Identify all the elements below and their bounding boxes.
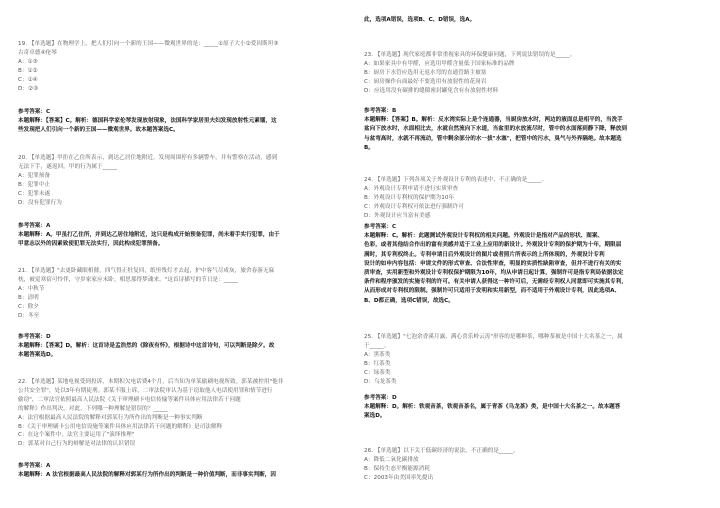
- question-block: [18, 40, 356, 93]
- answer-explanation: 满时，其专利权终止。专利申请日后外观设计的图片或者照片所表示的上所体现的，外观设计专利: [364, 251, 605, 258]
- answer-option: A：如果家具中有甲醛，应选用甲醛含量低于国家标准的品牌: [364, 60, 515, 67]
- answer-label: 参考答案：A: [18, 463, 51, 469]
- answer-explanation: 本题解释：A 法官根据最高人民法院的解释对郭某行为所作出的判断是一种价值判断，而非事实判断，因: [18, 472, 276, 479]
- answer-explanation: 本题解释：D。解析：铁观音茶，铁观音茶名，属于青茶《乌龙茶》类，是中国十大名茶之一。故本题答: [364, 404, 621, 411]
- answer-explanation: 本题解释：C。解析：此题测试外观设计专利权的相关问题。外观设计是指对产品的形状、图案、: [364, 233, 604, 240]
- answer-explanation: 案选D。: [364, 413, 386, 420]
- answer-label: 参考答案：B: [364, 108, 397, 114]
- question-block: [364, 51, 702, 96]
- answer-option: A：降低二氧化碳排放: [364, 456, 419, 463]
- answer-option: C：外观设计专利权可依法进行强制许可: [364, 203, 464, 210]
- answer-label: 参考答案：A: [18, 223, 51, 229]
- answer-option: B：①②: [18, 67, 38, 74]
- question-text: 20. 【单选题】甲拒在乙住所表示，到达乙居住地附近，发现周围停有多辆警车，并有警察在活动，感到: [18, 155, 278, 161]
- answer-block: [18, 333, 356, 361]
- answer-option: C：犯罪未遂: [18, 190, 51, 197]
- question-text: 无法下手，遂返回。甲的行为属于_____: [18, 163, 117, 170]
- answer-option: C：厨房操作台面最好不要选用有放射性的花岗岩: [364, 78, 487, 85]
- answer-explanation: 些发现把人们引向一个新的王国——微观世界。故本题答案选C。: [18, 127, 179, 134]
- answer-block: [18, 222, 356, 250]
- answer-block: [18, 108, 356, 136]
- question-block: [18, 154, 356, 207]
- answer-explanation: 此，选项A错误，选项B、C、D错误，选A。: [364, 17, 476, 23]
- question-text: 19. 【单选题】在物理学上，把人们引向一个新的王国——微观世界的是：_____①原子大小②爱因斯坦③: [18, 41, 279, 47]
- question-block: [18, 378, 356, 449]
- answer-option: A：法官根据最高人民法院的解释对郭某行为所作出的判断是一种事实判断: [18, 414, 203, 421]
- answer-option: B：犯罪中止: [18, 181, 51, 188]
- answer-option: B：清明: [18, 294, 39, 301]
- answer-option: B：厨房下水管应选用无返水弯的直通管路主被塞: [364, 69, 487, 76]
- answer-block: [364, 223, 702, 306]
- answer-option: C：2003年由美国率先提出: [364, 474, 434, 481]
- answer-option: C：①④: [18, 76, 38, 83]
- answer-option: D：②③: [18, 85, 39, 92]
- answer-explanation: 与盆弯高时，水就不再流动，管中剩余部分的水一拔"水塞"，把管中的污水，臭气与外界隔绝。故本题选: [364, 135, 622, 142]
- answer-option: C：除夕: [18, 303, 39, 310]
- answer-option: B：外观设计专利权的保护期为10年: [364, 194, 455, 201]
- answer-option: B：红茶类: [364, 360, 391, 367]
- answer-explanation: 本题解释：A。甲虽打乙住所，并到达乙居住地附近，这只是构成开始预备犯罪，尚未着手实行犯罪，由于: [18, 232, 280, 239]
- answer-option: B：《关于审理刷卡公用电信设施等案件具体应用法律若干问题的解释》是司法解释: [18, 423, 223, 430]
- answer-explanation: 本题解释：【答案】B。解析：反水湾实际上是个连通器，当厨房放水时，两边的液面总是相平的，当洗手: [364, 117, 623, 124]
- question-block: [364, 333, 702, 386]
- answer-explanation: 设计的如申内容包括：申请文件的形式审查、合法性审查，明显的实质性缺陷审查，但并不进行有关的实: [364, 260, 622, 267]
- answer-explanation: 盆向下放水时，水面相比去，水就自然流向下水道，当盆里的水放流尽时，管中的水面落到静下降，释放到: [364, 126, 627, 133]
- answer-option: D：乌龙茶类: [364, 378, 397, 385]
- answer-block: [18, 462, 356, 480]
- answer-option: A：①③: [18, 58, 38, 65]
- question-text: 偷窃"，二审法官依照最高人民法院《关于审理刷卡电信传输等案件具体应用法律若干问题: [18, 396, 241, 403]
- answer-option: A：外观设计专利申请不进行实质审查: [364, 185, 459, 192]
- question-text: 公共安全罪"，处以3年有期徒刑。郭某不服上诉，二审法院审认为基于窃取他人电话使用罪和情节进行: [18, 387, 273, 394]
- answer-explanation: 甲意志以外的因素致使犯罪无法实行，因此构成犯罪预备。: [18, 241, 164, 248]
- question-text: 24. 【单选题】下列各项关于外观设计专利的表述中，不正确的是_____。: [364, 177, 548, 183]
- question-text: 的解释》作出判决，对此，下列哪一种理解是错误的？_____: [18, 405, 168, 412]
- question-block: [364, 447, 702, 483]
- answer-explanation: 本题解释：【答案】D。解析：这首诗是孟浩然的《除夜有怀》，根据诗中这首诗句，可以判断是除夕。故: [18, 343, 275, 350]
- answer-label: 参考答案：C: [18, 109, 51, 115]
- question-text: 古奇卓德④伦琴: [18, 49, 57, 56]
- answer-option: A：中秋节: [18, 285, 45, 292]
- answer-block: [364, 107, 702, 153]
- answer-label: 参考答案：C: [364, 224, 397, 230]
- answer-option: A：黑茶类: [364, 351, 391, 358]
- question-block: [18, 267, 356, 320]
- answer-explanation: B、D都正确，选项C错误，故选C。: [364, 297, 454, 304]
- question-text: 枕，被觉寒宿可怜伴，守岁家家应未卧，相思那得梦魂来。"这首诗描写的节日是：_____: [18, 276, 239, 283]
- question-text: 22. 【单选题】某地电视受到投诉，本期积欠电话费4个月，后当知为单某偷刷电视所致。郭某被控用"他非: [18, 379, 284, 385]
- answer-explanation: 本题答案选D。: [18, 352, 57, 359]
- answer-explanation: B。: [364, 144, 374, 151]
- answer-option: B：保持生态平衡能源消耗: [364, 465, 430, 472]
- answer-option: C：在这个案件中，法官主要运用了"演绎推理": [18, 432, 135, 439]
- answer-option: C：绿茶类: [364, 369, 391, 376]
- answer-explanation: 从而形成对专利权的限制。强制许可只适用于发明和实用新型，而不适用于外观设计专利，因此选项A、: [364, 288, 621, 295]
- answer-label: 参考答案：D: [364, 395, 397, 401]
- question-text: 26. 【单选题】以下关于低碳经济的说法，不正确的是_____。: [364, 448, 519, 454]
- question-block: [364, 176, 702, 221]
- question-text: 25. 【单选题】"七泡余香溪月露，满心喜乐岭云涛"形容的是哪种茶，哪种茶被是中国十大名茶之一，属: [364, 334, 623, 340]
- answer-explanation: 本题解释：【答案】C。解析：德国科学家伦琴发现放射现象，法国科学家居里夫妇发现放射性元素镭，这: [18, 118, 277, 125]
- question-text: 21. 【单选题】"去更卧藏眼相催，四气得正牡复回，纸里残灯才去起，护中客气尽成灰，旅舍春游无寐: [18, 268, 275, 274]
- answer-block: [364, 394, 702, 422]
- answer-option: D：应选用没有碳排的缝隙密封罐免含有有放射性材料: [364, 87, 499, 94]
- answer-explanation: 质审查，实用新型和外观设计专利权保护期限为10年，均从申请日起计算，强制许可是指专利局依据法定: [364, 270, 624, 277]
- answer-option: D：外观设计应当富有美感: [364, 212, 431, 219]
- answer-option: D：郭某对自己行为的辩解是对法律的认识错误: [18, 441, 136, 448]
- question-text: 23. 【单选题】现代家庭都非常重视家具的环保健康问题，下列说法错误的是_____。: [364, 52, 576, 58]
- answer-option: D：冬至: [18, 312, 40, 319]
- answer-explanation: 色彩，或者其他结合作出的富有美感并适于工业上应用的新设计。外观设计专利的保护期为十年，期限届: [364, 242, 622, 249]
- answer-label: 参考答案：D: [18, 334, 51, 340]
- answer-explanation: 条件和程序颁发的实施专利的许可。有关申请人获得这一种许可后，无需经专利权人同意即可实施其专利，: [364, 279, 627, 286]
- answer-option: D：没有犯罪行为: [18, 199, 62, 206]
- answer-block: [364, 16, 702, 25]
- question-text: 于_____。: [364, 342, 390, 349]
- answer-option: A：犯罪预备: [18, 172, 51, 179]
